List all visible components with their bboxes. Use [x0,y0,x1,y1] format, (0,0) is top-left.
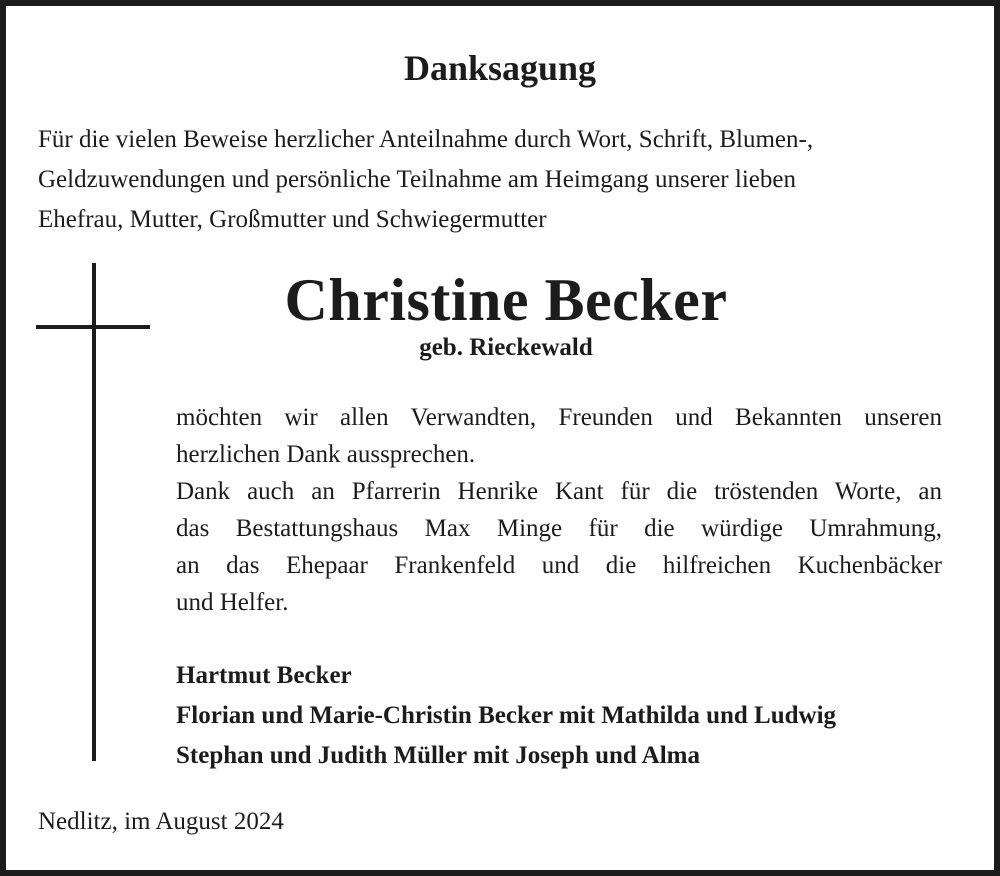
intro-paragraph [38,120,974,240]
intro-line: Ehefrau, Mutter, Großmutter und Schwiegermutter [38,206,547,233]
maiden-name: geb. Rieckewald [419,334,593,361]
intro-line: Für die vielen Beweise herzlicher Anteilnahme durch Wort, Schrift, Blumen-, [38,126,814,153]
signer: Florian und Marie-Christin Becker mit Mathilda und Ludwig [176,702,837,729]
thanks-line: herzlichen Dank aussprechen. [176,441,476,468]
thanks-paragraph [176,399,942,621]
signer: Stephan und Judith Müller mit Joseph und Alma [176,742,700,769]
thanks-line: das Bestattungshaus Max Minge für die würdige Umrahmung, [176,515,942,542]
deceased-name: Christine Becker [284,267,728,333]
thanks-line: und Helfer. [176,589,289,616]
signer: Hartmut Becker [176,662,352,689]
thanks-line: Dank auch an Pfarrerin Henrike Kant für die tröstenden Worte, an [176,478,942,505]
notice-heading: Danksagung [403,48,597,88]
thanks-line: möchten wir allen Verwandten, Freunden und Bekannten unseren [176,404,942,431]
place-date: Nedlitz, im August 2024 [38,808,284,835]
thanks-line: an das Ehepaar Frankenfeld und die hilfreichen Kuchenbäcker [176,552,942,579]
intro-line: Geldzuwendungen und persönliche Teilnahme am Heimgang unserer lieben [38,166,796,193]
signers-list [176,656,942,776]
